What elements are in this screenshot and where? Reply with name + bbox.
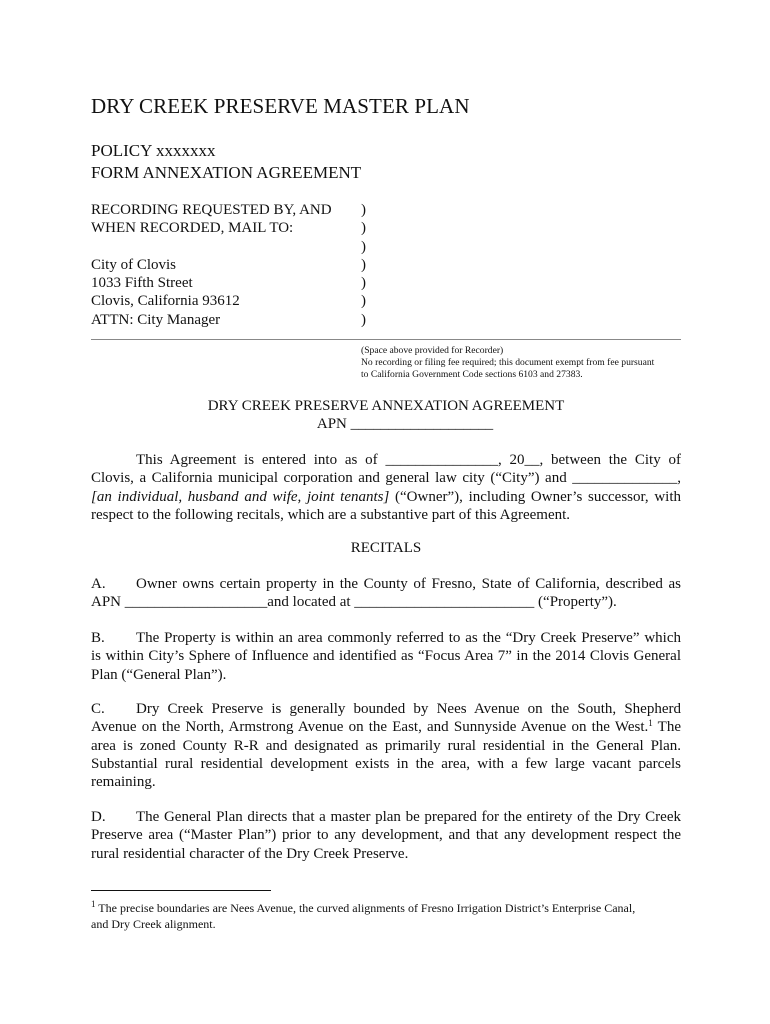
paragraph-line: Avenue on the North, Armstrong Avenue on the East, and Sunnyside Avenue on the West.$^1$ The: [91, 718, 681, 736]
document-title: DRY CREEK PRESERVE MASTER PLAN: [91, 94, 470, 118]
paragraph-line: This Agreement is entered into as of _______________, 20__, between the City of: [136, 452, 681, 468]
paragraph-line: respect to the following recitals, which are a substantive part of this Agreement.: [91, 506, 571, 523]
policy-number: POLICY xxxxxxx: [91, 141, 216, 160]
paren: ): [361, 238, 366, 255]
paragraph-line: Plan (“General Plan”).: [91, 666, 227, 683]
agreement-apn: APN ___________________: [316, 416, 494, 432]
recital-b: [91, 629, 681, 684]
recording-line: [91, 238, 332, 256]
paragraph-line: C. Dry Creek Preserve is generally bounded by Nees Avenue on the South, Shepherd: [91, 701, 681, 717]
recording-line: ATTN: City Manager: [91, 311, 221, 328]
recorder-note-line: No recording or filing fee required; this document exempt from fee pursuant: [361, 357, 655, 368]
footnote: [91, 900, 681, 932]
recorder-note-line: (Space above provided for Recorder): [361, 345, 504, 356]
recorder-note: [361, 345, 654, 381]
footnote-line: $^1$ The precise boundaries are Nees Avenue, the curved alignments of Fresno Irrigation District’s Enterprise Canal,: [91, 899, 636, 915]
paragraph-line: D. The General Plan directs that a master plan be prepared for the entirety of the Dry Creek: [91, 809, 681, 825]
recital-label: B.: [91, 630, 105, 646]
paragraph-line: [an individual, husband and wife, joint tenants] (“Owner”), including Owner’s successor, with: [91, 488, 681, 505]
form-title: FORM ANNEXATION AGREEMENT: [91, 163, 362, 182]
recital-label: D.: [91, 809, 106, 825]
footnote-line: and Dry Creek alignment.: [91, 917, 216, 931]
recorder-divider: [91, 339, 681, 340]
recording-line: WHEN RECORDED, MAIL TO:: [91, 220, 294, 237]
paragraph-line: Clovis, a California municipal corporation and general law city (“City”) and ______________,: [91, 470, 681, 487]
paren: ): [361, 202, 366, 218]
recital-c: [91, 700, 681, 791]
paren: ): [361, 256, 366, 273]
recorder-note-line: to California Government Code sections 6103 and 27383.: [361, 369, 583, 380]
paragraph-line: B. The Property is within an area commonly referred to as the “Dry Creek Preserve” which: [91, 630, 681, 646]
recording-parens: [361, 201, 366, 329]
recitals-heading: RECITALS: [350, 540, 422, 556]
recording-block: [91, 201, 332, 329]
recording-line: 1033 Fifth Street: [91, 275, 193, 292]
recording-line: RECORDING REQUESTED BY, AND: [91, 202, 332, 218]
paragraph-line: A. Owner owns certain property in the County of Fresno, State of California, described as: [91, 576, 681, 592]
paragraph-line: area is zoned County R-R and designated as primarily rural residential in the General Plan.: [91, 737, 681, 754]
paragraph-line: is within City’s Sphere of Influence and identified as “Focus Area 7” in the 2014 Clovis General: [91, 648, 681, 665]
paragraph-line: remaining.: [91, 774, 156, 791]
paragraph-line: Preserve area (“Master Plan”) prior to any development, and that any development respect the: [91, 827, 681, 844]
recital-label: C.: [91, 701, 105, 717]
recording-line: Clovis, California 93612: [91, 293, 240, 310]
agreement-title: DRY CREEK PRESERVE ANNEXATION AGREEMENT: [207, 398, 565, 414]
footnote-marker: 1: [91, 899, 96, 909]
intro-paragraph: [91, 451, 681, 524]
paragraph-line: rural residential character of the Dry Creek Preserve.: [91, 845, 409, 862]
paren: ): [361, 220, 366, 237]
paragraph-line: APN ___________________and located at ________________________ (“Property”).: [91, 594, 617, 611]
paren: ): [361, 311, 366, 328]
footnote-divider: [91, 890, 271, 891]
recording-line: City of Clovis: [91, 256, 177, 273]
recital-d: [91, 808, 681, 863]
recital-label: A.: [91, 576, 106, 592]
paren: ): [361, 275, 366, 292]
recital-a: [91, 575, 681, 612]
paren: ): [361, 293, 366, 310]
paragraph-line: Substantial rural residential development exists in the area, with a few large vacant parcels: [91, 755, 681, 772]
footnote-ref: 1: [648, 718, 653, 729]
